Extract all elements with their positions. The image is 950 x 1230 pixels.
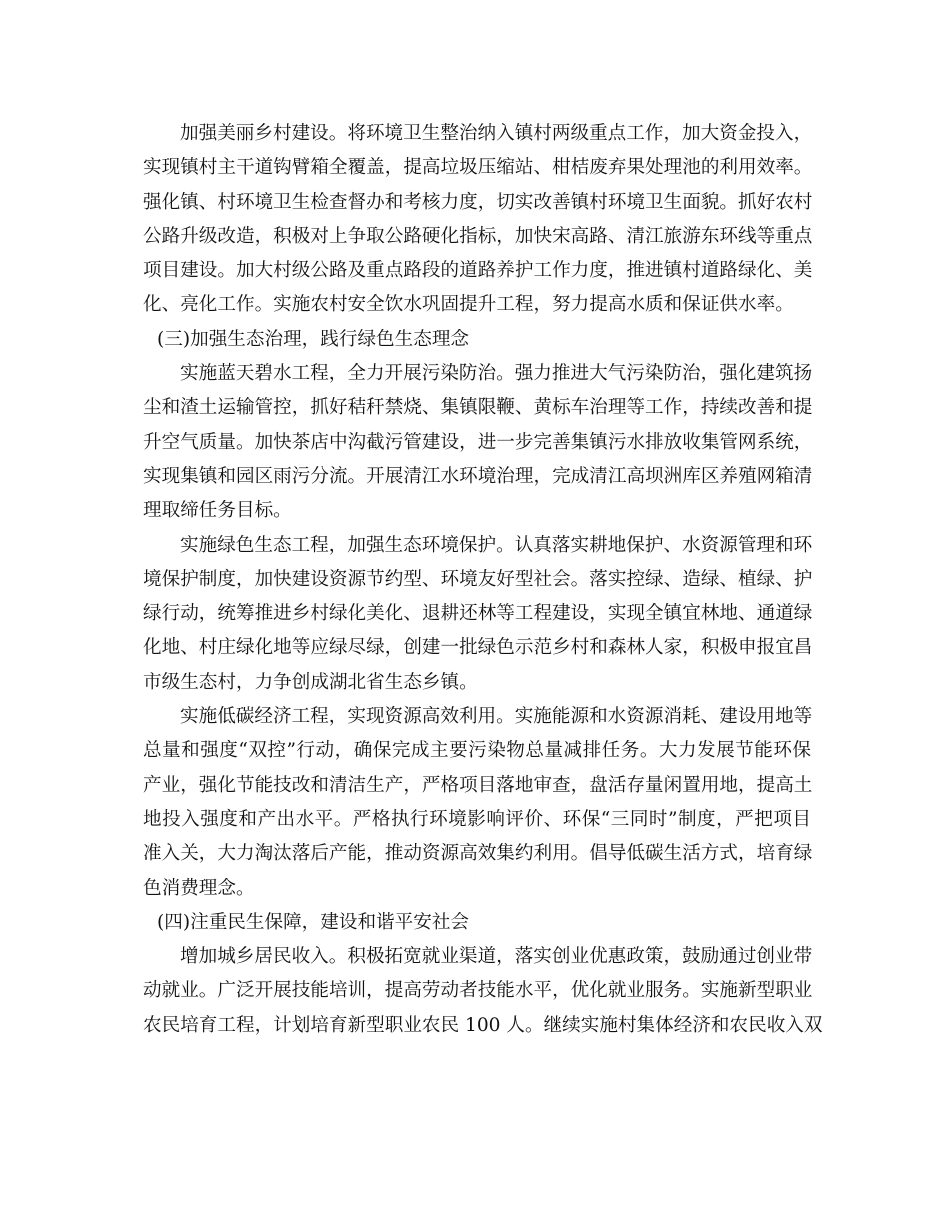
section-heading-livelihood: (四)注重民生保障，建设和谐平安社会 [157, 911, 470, 933]
text-line: 实施低碳经济工程，实现资源高效利用。实施能源和水资源消耗、建设用地等 [180, 706, 813, 728]
text-line: 实现镇村主干道钩臂箱全覆盖，提高垃圾压缩站、柑桔废弃果处理池的利用效率。 [143, 157, 813, 179]
text-line: 尘和渣土运输管控，抓好秸秆禁烧、集镇限鞭、黄标车治理等工作，持续改善和提 [143, 397, 813, 419]
text-line: 公路升级改造，积极对上争取公路硬化指标，加快宋高路、清江旅游东环线等重点 [143, 225, 813, 247]
text-line: 升空气质量。加快茶店中沟截污管建设，进一步完善集镇污水排放收集管网系统， [143, 431, 813, 453]
text-line: 增加城乡居民收入。积极拓宽就业渠道，落实创业优惠政策，鼓励通过创业带 [180, 946, 813, 968]
text-line: 实现集镇和园区雨污分流。开展清江水环境治理，完成清江高坝洲库区养殖网箱清 [143, 465, 813, 487]
section-heading-ecology: (三)加强生态治理，践行绿色生态理念 [157, 328, 470, 350]
text-line: 绿行动，统筹推进乡村绿化美化、退耕还林等工程建设，实现全镇宜林地、通道绿 [143, 603, 813, 625]
text-line: 总量和强度“双控”行动，确保完成主要污染物总量减排任务。大力发展节能环保 [143, 740, 811, 762]
text-line: 准入关，大力淘汰落后产能，推动资源高效集约利用。倡导低碳生活方式，培育绿 [143, 843, 813, 865]
text-line: 地投入强度和产出水平。严格执行环境影响评价、环保“三同时”制度，严把项目 [143, 808, 811, 830]
paragraph-income [143, 940, 823, 1043]
paragraph-blue-sky [143, 357, 811, 528]
text-line: 实施蓝天碧水工程，全力开展污染防治。强力推进大气污染防治，强化建筑扬 [180, 363, 813, 385]
paragraph-low-carbon [143, 700, 811, 906]
text-line: 境保护制度，加快建设资源节约型、环境友好型社会。落实控绿、造绿、植绿、护 [143, 568, 813, 590]
text-line: 强化镇、村环境卫生检查督办和考核力度，切实改善镇村环境卫生面貌。抓好农村 [143, 191, 813, 213]
text-line: 实施绿色生态工程，加强生态环境保护。认真落实耕地保护、水资源管理和环 [180, 534, 813, 556]
text-line: 理取缔任务目标。 [143, 500, 292, 522]
paragraph-beautiful-village [143, 117, 811, 323]
paragraph-green-ecology [143, 529, 811, 700]
text-line: 色消费理念。 [143, 877, 255, 899]
text-line: 加强美丽乡村建设。将环境卫生整治纳入镇村两级重点工作，加大资金投入， [180, 123, 813, 144]
text-line: 产业，强化节能技改和清洁生产，严格项目落地审查，盘活存量闲置用地，提高土 [143, 774, 813, 796]
text-line: 化、亮化工作。实施农村安全饮水巩固提升工程，努力提高水质和保证供水率。 [143, 294, 794, 316]
text-line: 化地、村庄绿化地等应绿尽绿，创建一批绿色示范乡村和森林人家，积极申报宜昌 [143, 637, 813, 659]
text-line: 市级生态村，力争创成湖北省生态乡镇。 [143, 671, 478, 693]
text-line: 项目建设。加大村级公路及重点路段的道路养护工作力度，推进镇村道路绿化、美 [143, 260, 813, 282]
document-page [143, 117, 823, 1043]
text-line: 农民培育工程，计划培育新型职业农民 100 人。继续实施村集体经济和农民收入双 [143, 1014, 823, 1036]
text-line: 动就业。广泛开展技能培训，提高劳动者技能水平，优化就业服务。实施新型职业 [143, 980, 813, 1002]
